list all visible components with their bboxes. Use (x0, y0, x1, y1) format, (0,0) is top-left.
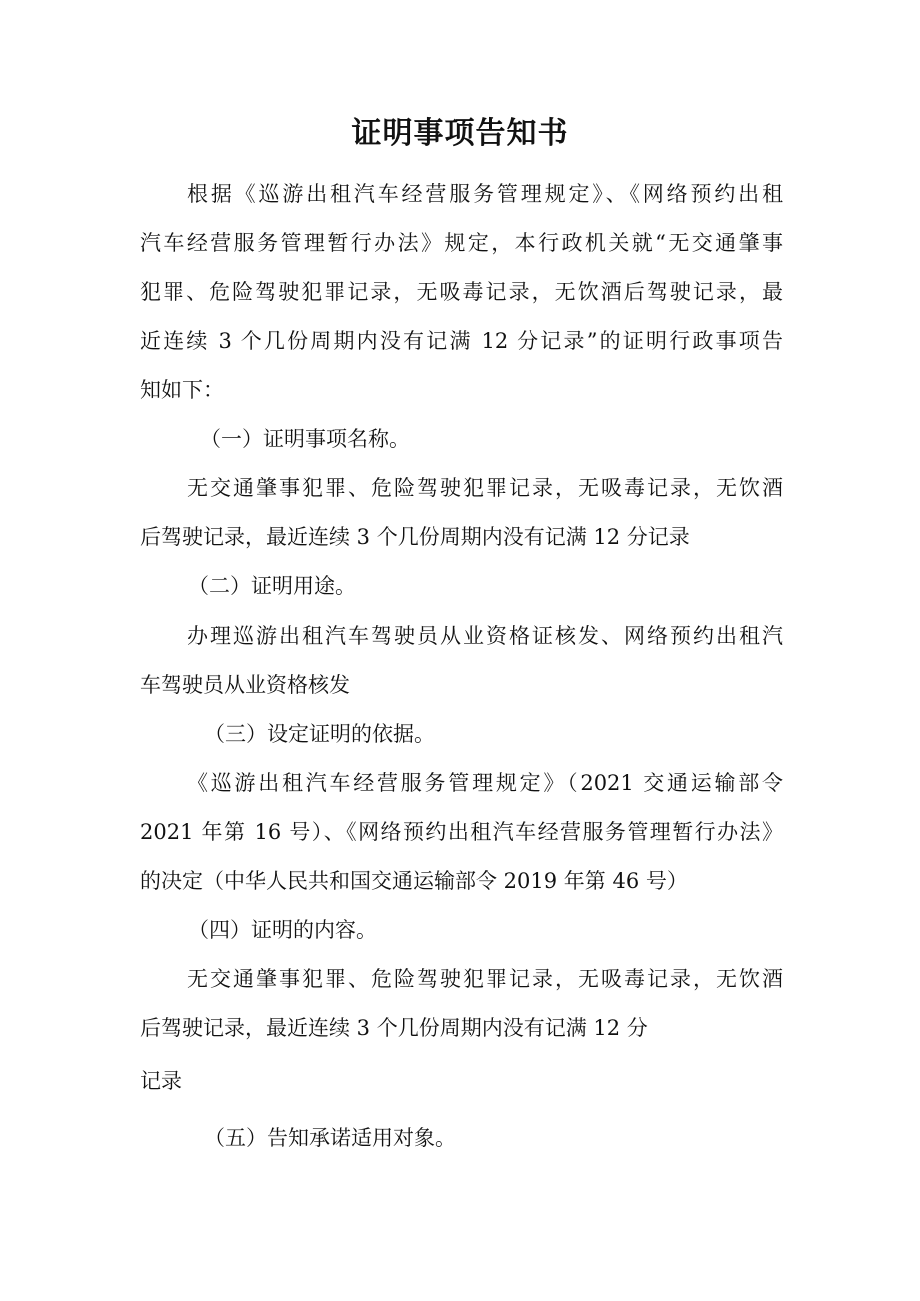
paragraph-line: 无交通肇事犯罪、危险驾驶犯罪记录，无吸毒记录，无饮酒 (187, 967, 783, 991)
paragraph-line: 办理巡游出租汽车驾驶员从业资格证核发、网络预约出租汽 (187, 624, 783, 648)
paragraph-line: 后驾驶记录，最近连续 3 个几份周期内没有记满 12 分记录 (140, 525, 690, 549)
paragraph-line: 的决定（中华人民共和国交通运输部令 2019 年第 46 号） (140, 869, 688, 893)
paragraph-line: 犯罪、危险驾驶犯罪记录，无吸毒记录，无饮酒后驾驶记录，最 (140, 280, 783, 304)
section-heading: （五）告知承诺适用对象。 (204, 1126, 456, 1150)
paragraph-line: 无交通肇事犯罪、危险驾驶犯罪记录，无吸毒记录，无饮酒 (187, 476, 783, 500)
paragraph-line: 《巡游出租汽车经营服务管理规定》（2021 交通运输部令 (187, 771, 783, 795)
paragraph-line: 2021 年第 16 号）、《网络预约出租汽车经营服务管理暂行办法》 (140, 820, 783, 844)
paragraph-line: 车驾驶员从业资格核发 (140, 673, 350, 697)
paragraph-line: 记录 (140, 1069, 182, 1093)
section-heading: （四）证明的内容。 (188, 918, 377, 942)
section-heading: （一）证明事项名称。 (200, 427, 410, 451)
paragraph-line: 汽车经营服务管理暂行办法》规定，本行政机关就“无交通肇事 (140, 231, 783, 255)
paragraph-line: 根据《巡游出租汽车经营服务管理规定》、《网络预约出租 (187, 182, 783, 206)
paragraph-line: 近连续 3 个几份周期内没有记满 12 分记录”的证明行政事项告 (140, 329, 783, 353)
document-title: 证明事项告知书 (351, 116, 569, 151)
paragraph-line: 知如下： (140, 378, 224, 402)
section-heading: （三）设定证明的依据。 (204, 722, 435, 746)
paragraph-line: 后驾驶记录，最近连续 3 个几份周期内没有记满 12 分 (140, 1016, 648, 1040)
section-heading: （二）证明用途。 (188, 574, 356, 598)
